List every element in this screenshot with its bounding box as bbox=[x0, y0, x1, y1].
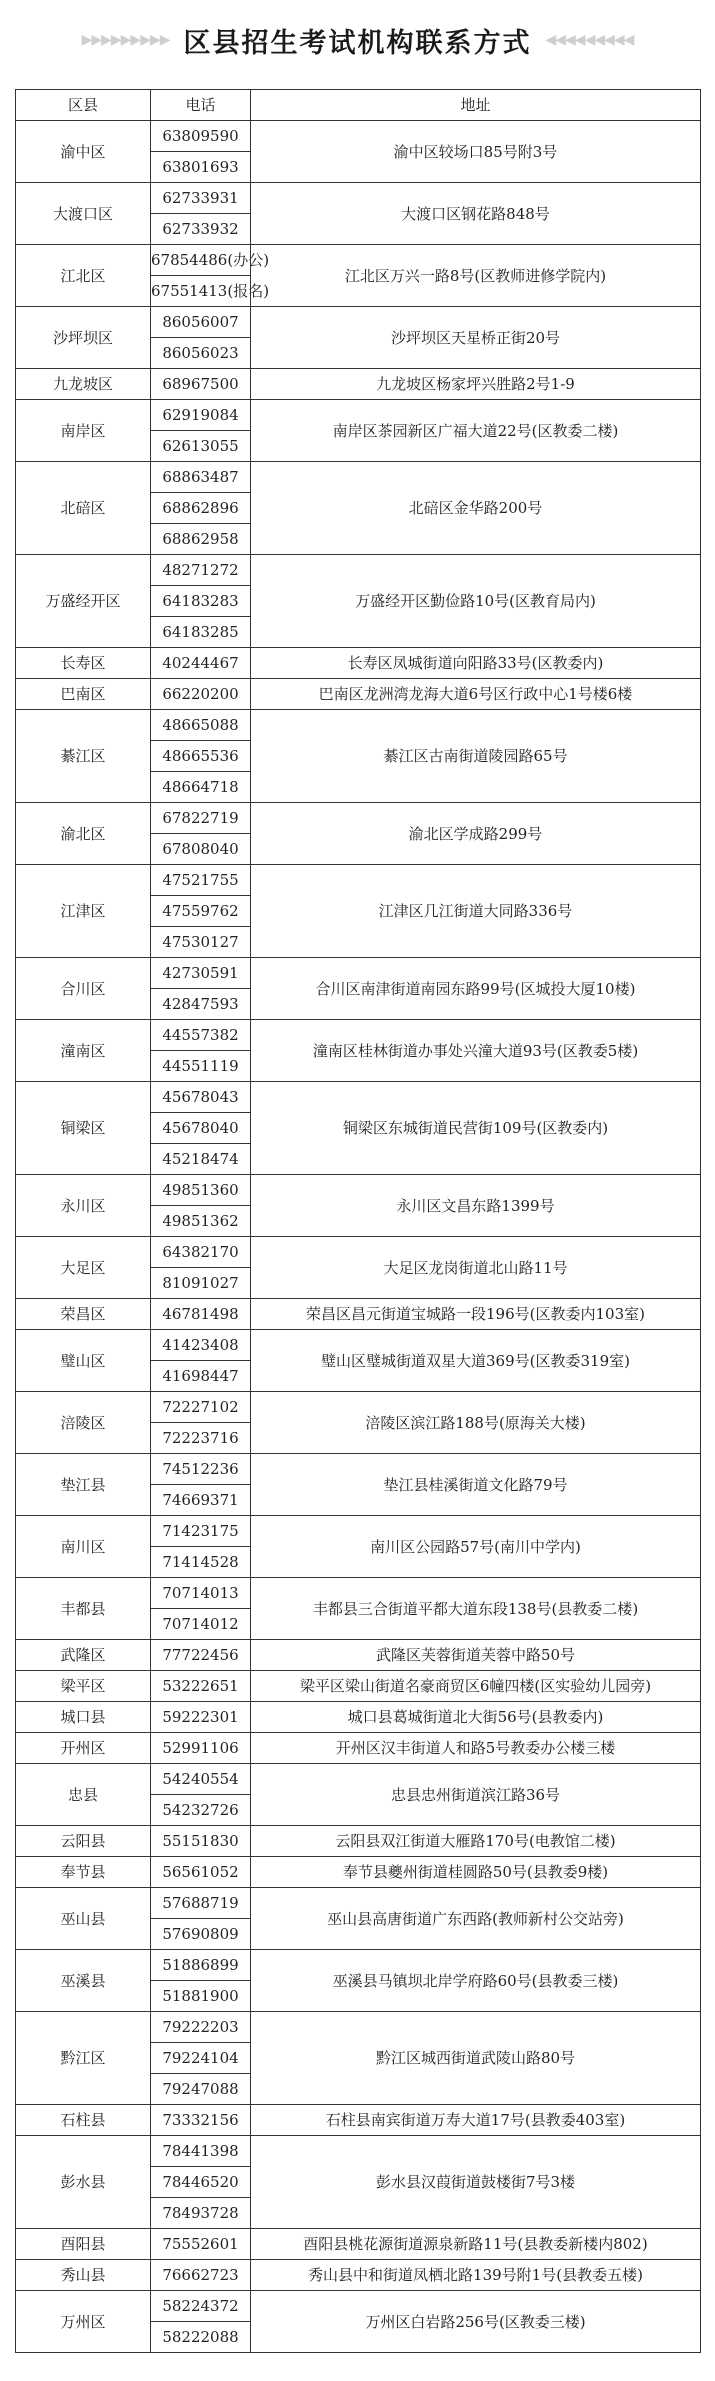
address-cell: 开州区汉丰街道人和路5号教委办公楼三楼 bbox=[251, 1733, 701, 1764]
column-header-phone: 电话 bbox=[151, 90, 251, 121]
district-cell: 潼南区 bbox=[16, 1020, 151, 1082]
district-cell: 梁平区 bbox=[16, 1671, 151, 1702]
phone-cell: 79247088 bbox=[151, 2074, 251, 2105]
phone-cell: 58222088 bbox=[151, 2322, 251, 2353]
phone-cell: 77722456 bbox=[151, 1640, 251, 1671]
table-row bbox=[16, 121, 701, 152]
table-row bbox=[16, 1578, 701, 1609]
address-cell: 合川区南津街道南园东路99号(区城投大厦10楼) bbox=[251, 958, 701, 1020]
table-row bbox=[16, 2105, 701, 2136]
address-cell: 綦江区古南街道陵园路65号 bbox=[251, 710, 701, 803]
phone-cell: 68967500 bbox=[151, 369, 251, 400]
district-cell: 武隆区 bbox=[16, 1640, 151, 1671]
district-cell: 云阳县 bbox=[16, 1826, 151, 1857]
phone-cell: 56561052 bbox=[151, 1857, 251, 1888]
address-cell: 梁平区梁山街道名豪商贸区6幢四楼(区实验幼儿园旁) bbox=[251, 1671, 701, 1702]
phone-cell: 45678043 bbox=[151, 1082, 251, 1113]
phone-cell: 86056007 bbox=[151, 307, 251, 338]
phone-cell: 49851360 bbox=[151, 1175, 251, 1206]
phone-cell: 64183283 bbox=[151, 586, 251, 617]
district-cell: 奉节县 bbox=[16, 1857, 151, 1888]
address-cell: 大足区龙岗街道北山路11号 bbox=[251, 1237, 701, 1299]
phone-cell: 70714012 bbox=[151, 1609, 251, 1640]
table-row bbox=[16, 2136, 701, 2167]
table-row bbox=[16, 1857, 701, 1888]
phone-cell: 40244467 bbox=[151, 648, 251, 679]
phone-cell: 70714013 bbox=[151, 1578, 251, 1609]
phone-cell: 47521755 bbox=[151, 865, 251, 896]
address-cell: 南岸区茶园新区广福大道22号(区教委二楼) bbox=[251, 400, 701, 462]
table-row bbox=[16, 1826, 701, 1857]
phone-cell: 42847593 bbox=[151, 989, 251, 1020]
table-row bbox=[16, 803, 701, 834]
address-cell: 江津区几江街道大同路336号 bbox=[251, 865, 701, 958]
district-cell: 铜梁区 bbox=[16, 1082, 151, 1175]
address-cell: 彭水县汉葭街道鼓楼街7号3楼 bbox=[251, 2136, 701, 2229]
phone-cell: 75552601 bbox=[151, 2229, 251, 2260]
district-cell: 开州区 bbox=[16, 1733, 151, 1764]
table-row bbox=[16, 1175, 701, 1206]
table-row bbox=[16, 1020, 701, 1051]
page-header bbox=[0, 0, 715, 80]
phone-cell: 64183285 bbox=[151, 617, 251, 648]
column-header-district: 区县 bbox=[16, 90, 151, 121]
address-cell: 渝北区学成路299号 bbox=[251, 803, 701, 865]
district-cell: 万州区 bbox=[16, 2291, 151, 2353]
district-cell: 荣昌区 bbox=[16, 1299, 151, 1330]
phone-cell: 57688719 bbox=[151, 1888, 251, 1919]
phone-cell: 78493728 bbox=[151, 2198, 251, 2229]
district-cell: 石柱县 bbox=[16, 2105, 151, 2136]
table-row bbox=[16, 369, 701, 400]
district-cell: 璧山区 bbox=[16, 1330, 151, 1392]
table-row bbox=[16, 958, 701, 989]
address-cell: 城口县葛城街道北大街56号(县教委内) bbox=[251, 1702, 701, 1733]
phone-cell: 67808040 bbox=[151, 834, 251, 865]
district-cell: 大足区 bbox=[16, 1237, 151, 1299]
district-cell: 南川区 bbox=[16, 1516, 151, 1578]
phone-cell: 71414528 bbox=[151, 1547, 251, 1578]
district-cell: 渝北区 bbox=[16, 803, 151, 865]
phone-cell: 86056023 bbox=[151, 338, 251, 369]
table-row bbox=[16, 1237, 701, 1268]
table-row bbox=[16, 710, 701, 741]
address-cell: 巫溪县马镇坝北岸学府路60号(县教委三楼) bbox=[251, 1950, 701, 2012]
district-cell: 北碚区 bbox=[16, 462, 151, 555]
table-row bbox=[16, 1640, 701, 1671]
table-row bbox=[16, 1330, 701, 1361]
phone-cell: 41423408 bbox=[151, 1330, 251, 1361]
table-row bbox=[16, 462, 701, 493]
phone-cell: 54240554 bbox=[151, 1764, 251, 1795]
table-row bbox=[16, 865, 701, 896]
table-row bbox=[16, 1733, 701, 1764]
phone-cell: 48664718 bbox=[151, 772, 251, 803]
phone-cell: 71423175 bbox=[151, 1516, 251, 1547]
phone-cell: 51886899 bbox=[151, 1950, 251, 1981]
phone-cell: 46781498 bbox=[151, 1299, 251, 1330]
phone-cell: 59222301 bbox=[151, 1702, 251, 1733]
address-cell: 铜梁区东城街道民营街109号(区教委内) bbox=[251, 1082, 701, 1175]
phone-cell: 73332156 bbox=[151, 2105, 251, 2136]
address-cell: 九龙坡区杨家坪兴胜路2号1-9 bbox=[251, 369, 701, 400]
phone-cell: 52991106 bbox=[151, 1733, 251, 1764]
phone-cell: 47559762 bbox=[151, 896, 251, 927]
phone-cell: 58224372 bbox=[151, 2291, 251, 2322]
left-arrows-icon: ▶▶▶▶▶▶▶▶▶ bbox=[81, 32, 170, 48]
phone-cell: 45218474 bbox=[151, 1144, 251, 1175]
address-cell: 武隆区芙蓉街道芙蓉中路50号 bbox=[251, 1640, 701, 1671]
table-row bbox=[16, 1392, 701, 1423]
district-cell: 大渡口区 bbox=[16, 183, 151, 245]
table-row bbox=[16, 1516, 701, 1547]
phone-cell: 54232726 bbox=[151, 1795, 251, 1826]
phone-cell: 79222203 bbox=[151, 2012, 251, 2043]
district-cell: 巫溪县 bbox=[16, 1950, 151, 2012]
district-cell: 渝中区 bbox=[16, 121, 151, 183]
address-cell: 巴南区龙洲湾龙海大道6号区行政中心1号楼6楼 bbox=[251, 679, 701, 710]
phone-cell: 63801693 bbox=[151, 152, 251, 183]
address-cell: 忠县忠州街道滨江路36号 bbox=[251, 1764, 701, 1826]
address-cell: 巫山县高唐街道广东西路(教师新村公交站旁) bbox=[251, 1888, 701, 1950]
phone-cell: 68862896 bbox=[151, 493, 251, 524]
district-cell: 綦江区 bbox=[16, 710, 151, 803]
district-cell: 秀山县 bbox=[16, 2260, 151, 2291]
phone-cell: 42730591 bbox=[151, 958, 251, 989]
table-row bbox=[16, 555, 701, 586]
phone-cell: 66220200 bbox=[151, 679, 251, 710]
address-cell: 南川区公园路57号(南川中学内) bbox=[251, 1516, 701, 1578]
phone-cell: 68863487 bbox=[151, 462, 251, 493]
phone-cell: 48665088 bbox=[151, 710, 251, 741]
district-cell: 江津区 bbox=[16, 865, 151, 958]
phone-cell: 41698447 bbox=[151, 1361, 251, 1392]
district-cell: 城口县 bbox=[16, 1702, 151, 1733]
address-cell: 荣昌区昌元街道宝城路一段196号(区教委内103室) bbox=[251, 1299, 701, 1330]
address-cell: 秀山县中和街道凤栖北路139号附1号(县教委五楼) bbox=[251, 2260, 701, 2291]
district-cell: 南岸区 bbox=[16, 400, 151, 462]
phone-cell: 81091027 bbox=[151, 1268, 251, 1299]
district-cell: 沙坪坝区 bbox=[16, 307, 151, 369]
address-cell: 云阳县双江街道大雁路170号(电教馆二楼) bbox=[251, 1826, 701, 1857]
phone-cell: 79224104 bbox=[151, 2043, 251, 2074]
district-cell: 涪陵区 bbox=[16, 1392, 151, 1454]
table-row bbox=[16, 2012, 701, 2043]
phone-cell: 48271272 bbox=[151, 555, 251, 586]
phone-cell: 68862958 bbox=[151, 524, 251, 555]
address-cell: 万盛经开区勤俭路10号(区教育局内) bbox=[251, 555, 701, 648]
phone-cell: 72227102 bbox=[151, 1392, 251, 1423]
phone-cell: 49851362 bbox=[151, 1206, 251, 1237]
address-cell: 璧山区璧城街道双星大道369号(区教委319室) bbox=[251, 1330, 701, 1392]
phone-cell: 78441398 bbox=[151, 2136, 251, 2167]
address-cell: 黔江区城西街道武陵山路80号 bbox=[251, 2012, 701, 2105]
phone-cell: 67854486(办公) bbox=[151, 245, 251, 276]
table-row bbox=[16, 1888, 701, 1919]
phone-cell: 62613055 bbox=[151, 431, 251, 462]
district-cell: 彭水县 bbox=[16, 2136, 151, 2229]
address-cell: 长寿区凤城街道向阳路33号(区教委内) bbox=[251, 648, 701, 679]
table-row bbox=[16, 1454, 701, 1485]
district-cell: 酉阳县 bbox=[16, 2229, 151, 2260]
address-cell: 渝中区较场口85号附3号 bbox=[251, 121, 701, 183]
table-row bbox=[16, 1082, 701, 1113]
district-cell: 黔江区 bbox=[16, 2012, 151, 2105]
district-cell: 垫江县 bbox=[16, 1454, 151, 1516]
phone-cell: 44551119 bbox=[151, 1051, 251, 1082]
table-row bbox=[16, 2260, 701, 2291]
table-row bbox=[16, 400, 701, 431]
district-cell: 万盛经开区 bbox=[16, 555, 151, 648]
district-cell: 丰都县 bbox=[16, 1578, 151, 1640]
table-row bbox=[16, 679, 701, 710]
address-cell: 沙坪坝区天星桥正街20号 bbox=[251, 307, 701, 369]
district-cell: 长寿区 bbox=[16, 648, 151, 679]
address-cell: 北碚区金华路200号 bbox=[251, 462, 701, 555]
district-cell: 巴南区 bbox=[16, 679, 151, 710]
phone-cell: 62733932 bbox=[151, 214, 251, 245]
phone-cell: 64382170 bbox=[151, 1237, 251, 1268]
right-arrows-icon: ◀◀◀◀◀◀◀◀◀ bbox=[545, 32, 634, 48]
contact-table bbox=[15, 89, 701, 2353]
phone-cell: 53222651 bbox=[151, 1671, 251, 1702]
phone-cell: 74669371 bbox=[151, 1485, 251, 1516]
district-cell: 忠县 bbox=[16, 1764, 151, 1826]
address-cell: 丰都县三合街道平都大道东段138号(县教委二楼) bbox=[251, 1578, 701, 1640]
address-cell: 潼南区桂林街道办事处兴潼大道93号(区教委5楼) bbox=[251, 1020, 701, 1082]
phone-cell: 55151830 bbox=[151, 1826, 251, 1857]
table-body bbox=[16, 121, 701, 2353]
table-row bbox=[16, 1702, 701, 1733]
phone-cell: 62733931 bbox=[151, 183, 251, 214]
phone-cell: 67822719 bbox=[151, 803, 251, 834]
district-cell: 巫山县 bbox=[16, 1888, 151, 1950]
district-cell: 九龙坡区 bbox=[16, 369, 151, 400]
phone-cell: 72223716 bbox=[151, 1423, 251, 1454]
address-cell: 涪陵区滨江路188号(原海关大楼) bbox=[251, 1392, 701, 1454]
address-cell: 石柱县南宾街道万寿大道17号(县教委403室) bbox=[251, 2105, 701, 2136]
phone-cell: 51881900 bbox=[151, 1981, 251, 2012]
address-cell: 永川区文昌东路1399号 bbox=[251, 1175, 701, 1237]
phone-cell: 74512236 bbox=[151, 1454, 251, 1485]
page-title: 区县招生考试机构联系方式 bbox=[183, 27, 532, 59]
district-cell: 江北区 bbox=[16, 245, 151, 307]
phone-cell: 48665536 bbox=[151, 741, 251, 772]
address-cell: 奉节县夔州街道桂圆路50号(县教委9楼) bbox=[251, 1857, 701, 1888]
phone-cell: 62919084 bbox=[151, 400, 251, 431]
district-cell: 合川区 bbox=[16, 958, 151, 1020]
address-cell: 酉阳县桃花源街道源泉新路11号(县教委新楼内802) bbox=[251, 2229, 701, 2260]
table-row bbox=[16, 2229, 701, 2260]
address-cell: 江北区万兴一路8号(区教师进修学院内) bbox=[251, 245, 701, 307]
table-row bbox=[16, 307, 701, 338]
column-header-address: 地址 bbox=[251, 90, 701, 121]
phone-cell: 78446520 bbox=[151, 2167, 251, 2198]
table-row bbox=[16, 1299, 701, 1330]
table-row bbox=[16, 245, 701, 276]
phone-cell: 57690809 bbox=[151, 1919, 251, 1950]
table-row bbox=[16, 1764, 701, 1795]
address-cell: 垫江县桂溪街道文化路79号 bbox=[251, 1454, 701, 1516]
phone-cell: 76662723 bbox=[151, 2260, 251, 2291]
district-cell: 永川区 bbox=[16, 1175, 151, 1237]
phone-cell: 45678040 bbox=[151, 1113, 251, 1144]
table-row bbox=[16, 2291, 701, 2322]
table-row bbox=[16, 183, 701, 214]
address-cell: 大渡口区钢花路848号 bbox=[251, 183, 701, 245]
address-cell: 万州区白岩路256号(区教委三楼) bbox=[251, 2291, 701, 2353]
phone-cell: 47530127 bbox=[151, 927, 251, 958]
phone-cell: 44557382 bbox=[151, 1020, 251, 1051]
phone-cell: 63809590 bbox=[151, 121, 251, 152]
phone-cell: 67551413(报名) bbox=[151, 276, 251, 307]
table-row bbox=[16, 1671, 701, 1702]
table-header-row bbox=[16, 90, 701, 121]
table-row bbox=[16, 648, 701, 679]
table-row bbox=[16, 1950, 701, 1981]
